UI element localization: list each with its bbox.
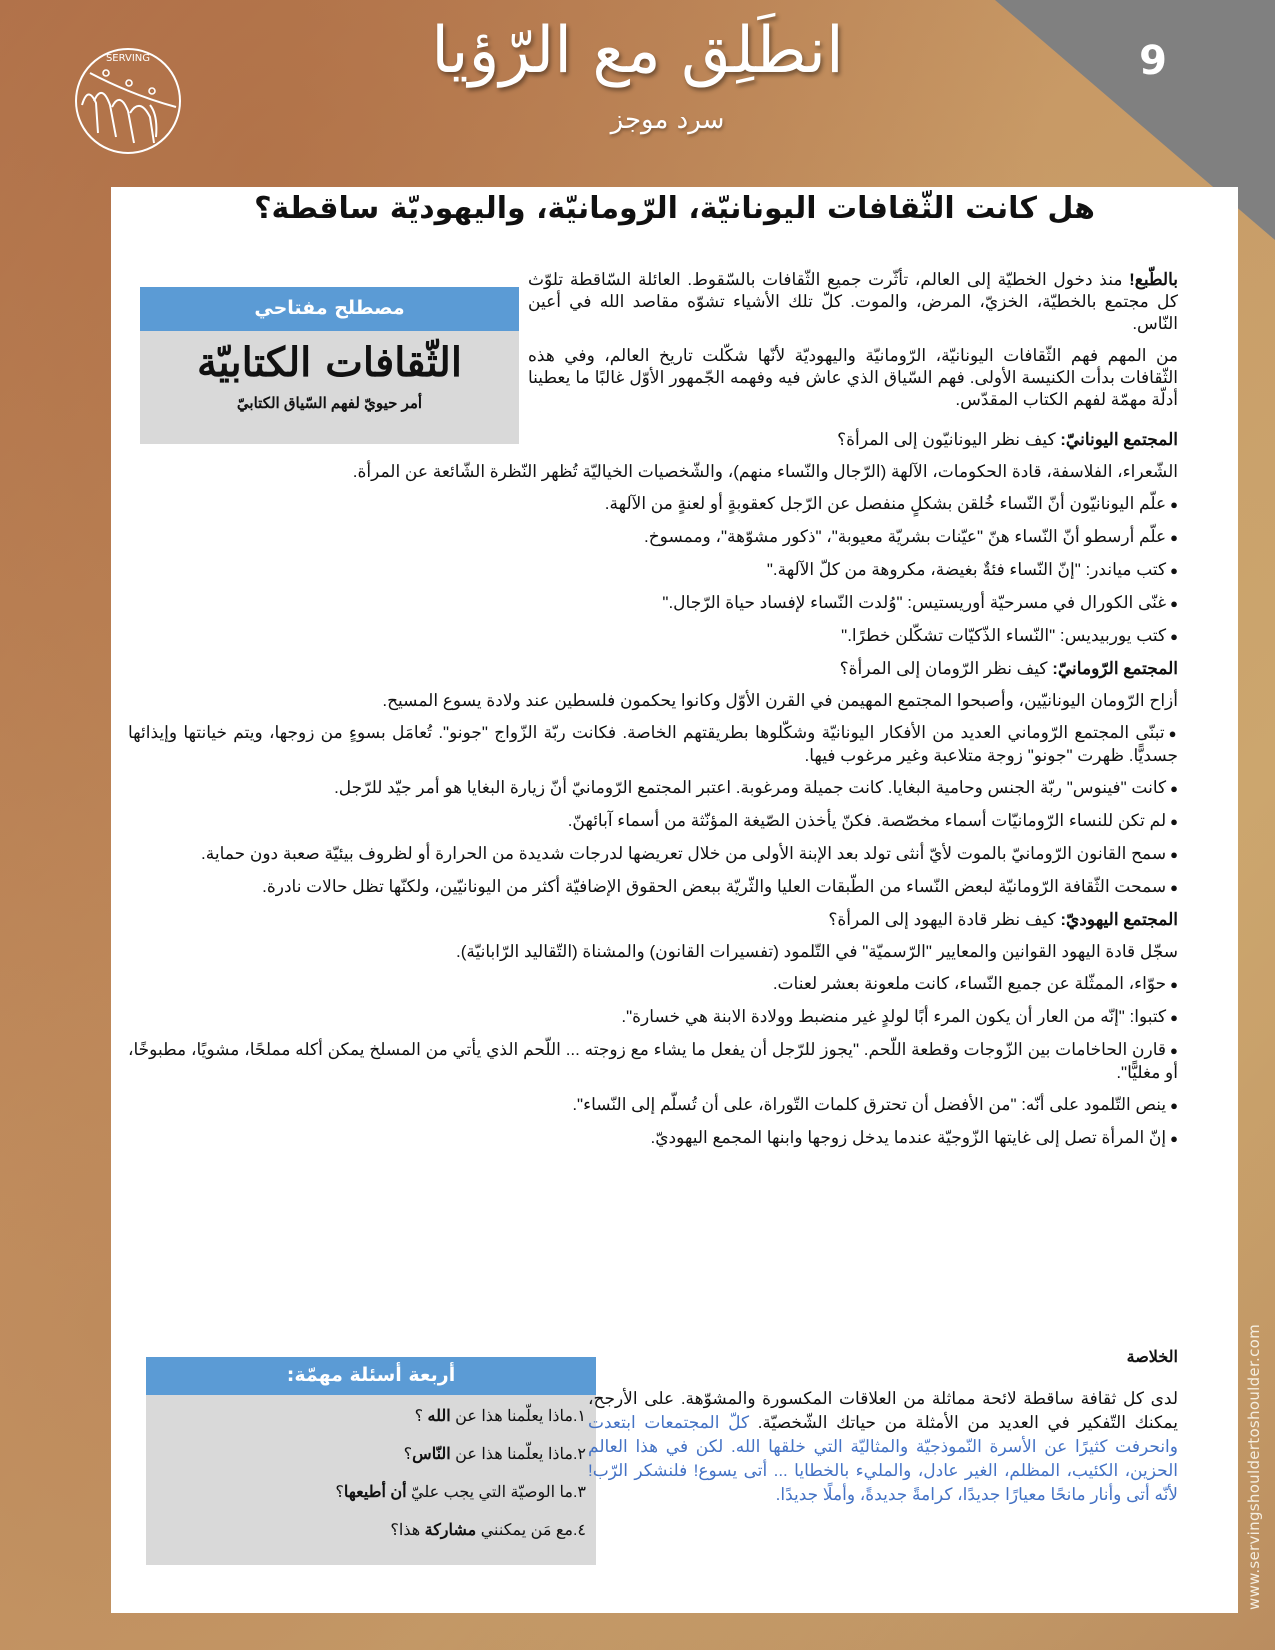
section-lead: أزاح الرّومان اليونانيّين، وأصبحوا المجتمع المهيمن في القرن الأوّل وكانوا يحكمون فلسطين عند ولادة يسوع المسيح. [382, 691, 1178, 710]
conclusion-text-blue: كلّ المجتمعات ابتعدت وانحرفت كثيرًا عن الأسرة النّموذجيّة والمثاليّة التي خلقها الله. لكن في هذا العالم الحزين، الكئيب، المظلم، الغير عادل، والمليء بالخطايا ... أتى يسوع! فلنشكر الرّب! لأنّه أتى وأنار مانحًا معيارًا جديدًا، كرامةً جديدةً، وأملًا جديدًا. [588, 1413, 1178, 1504]
section-heading-bold: المجتمع اليهوديّ: [1060, 910, 1178, 929]
list-item: ● قارن الحاخامات بين الزّوجات وقطعة اللّحم. "يجوز للرّجل أن يفعل ما يشاء مع زوجته ... اللّحم الذي يأتي من المسلخ يمكن أكله مملحًا، مشويًا، مطبوخًا، أو مغليًّا". [128, 1039, 1178, 1084]
intro-emphasis: بالطّبع! [1129, 270, 1178, 289]
bullet-list [128, 493, 1178, 648]
question-text: ١.ماذا يعلّمنا هذا عن [450, 1408, 586, 1425]
questions-heading: أربعة أسئلة مهمّة: [146, 1357, 596, 1395]
question-emphasis: النّاس [412, 1446, 451, 1463]
question-item [146, 1437, 586, 1475]
list-item: ● سمح القانون الرّومانيّ بالموت لأيّ أنثى تولد بعد الإبنة الأولى من خلال تعريضها لدرجات شديدة من الحرارة أو لظروف بيئيّة صعبة دون حماية. [128, 843, 1178, 866]
bullet-list [128, 722, 1178, 899]
conclusion-text-black: لدى كل ثقافة ساقطة لائحة مماثلة من العلاقات المكسورة والمشوّهة. على الأرجح، يمكنك التّفكير في العديد من الأمثلة من حياتك الشّخصيّة. [588, 1389, 1178, 1432]
section-heading [128, 658, 1178, 680]
question-emphasis: أن أطيعها [343, 1484, 407, 1501]
list-item: ● إنّ المرأة تصل إلى غايتها الزّوجيّة عندما يدخل زوجها وابنها المجمع اليهوديّ. [128, 1127, 1178, 1150]
question-suffix: ؟ [335, 1484, 344, 1501]
section-greek [128, 429, 1178, 648]
questions-list [146, 1395, 596, 1551]
key-term-heading: مصطلح مفتاحي [140, 287, 519, 331]
intro [528, 269, 1178, 421]
conclusion-text [588, 1387, 1178, 1507]
intro-p1-text: منذ دخول الخطيّة إلى العالم، تأثّرت جميع الثّقافات بالسّقوط. العائلة السّاقطة تلوّث كل مجتمع بالخطيّة، الخزيّ، المرض، والموت. كلّ تلك الأشياء تشوّه مقاصد الله في أعين النّاس. [528, 270, 1178, 333]
page-title: هل كانت الثّقافات اليونانيّة، الرّومانيّة، واليهوديّة ساقطة؟ [254, 191, 1095, 226]
list-item: ● لم تكن للنساء الرّومانيّات أسماء مخصّصة. فكنّ يأخذن الصّيغة المؤنّثة من أسماء آبائهنّ. [128, 810, 1178, 833]
list-item: ● غنّى الكورال في مسرحيّة أوريستيس: "وُلدت النّساء لإفساد حياة الرّجال." [128, 592, 1178, 615]
header-title: انطَلِق مع الرّؤيا [431, 14, 844, 88]
section-jewish [128, 909, 1178, 1150]
section-heading-text: كيف نظر قادة اليهود إلى المرأة؟ [828, 910, 1061, 929]
bullet-list [128, 973, 1178, 1150]
key-term: الثّقافات الكتابيّة [197, 339, 462, 386]
question-suffix: ؟ [403, 1446, 413, 1463]
section-heading-text: كيف نظر الرّومان إلى المرأة؟ [839, 659, 1053, 678]
conclusion-heading: الخلاصة [1126, 1349, 1178, 1366]
page-number: 9 [1139, 38, 1167, 84]
key-term-subtitle: أمر حيويّ لفهم السّياق الكتابيّ [236, 395, 423, 412]
question-text: ٢.ماذا يعلّمنا هذا عن [450, 1446, 586, 1463]
list-item: ● تبنّى المجتمع الرّوماني العديد من الأفكار اليونانيّة وشكّلوها بطريقتهم الخاصة. فكانت ربّة الزّواج "جونو". تُعامَل بسوءٍ من زوجها، ويتم خيانتها وإيذائها جسديًّا. ظهرت "جونو" زوجة متلاعبة وغير مرغوب فيها. [128, 722, 1178, 767]
list-item: ● ينص التّلمود على أنّه: "من الأفضل أن تحترق كلمات التّوراة، على أن تُسلّم إلى النّساء". [128, 1094, 1178, 1117]
question-item [146, 1399, 586, 1437]
question-text: ٤.مع مَن يمكنني [476, 1522, 586, 1539]
list-item: ● كتب يوربيديس: "النّساء الذّكيّات تشكّلن خطرًا." [128, 625, 1178, 648]
content-panel [111, 187, 1238, 1613]
question-item [146, 1475, 586, 1513]
question-item [146, 1513, 586, 1551]
question-suffix: ؟ [414, 1408, 428, 1425]
sections [128, 425, 1178, 1160]
key-term-box [140, 287, 519, 444]
section-heading [128, 429, 1178, 451]
logo-text: SERVING [105, 53, 151, 64]
question-emphasis: مشاركة [424, 1522, 477, 1539]
section-heading-bold: المجتمع اليونانيّ: [1060, 430, 1178, 449]
website-url[interactable]: www.servingshouldertoshoulder.com [1245, 1323, 1263, 1610]
list-item: ● سمحت الثّقافة الرّومانيّة لبعض النّساء من الطّبقات العليا والثّريّة ببعض الحقوق الإضافيّة أكثر من اليونانيّين، ولكنّها تظل حالات نادرة. [128, 876, 1178, 899]
section-lead: الشّعراء، الفلاسفة، قادة الحكومات، الآلهة (الرّجال والنّساء منهم)، والشّخصيات الخياليّة تُظهر النّظرة الشّائعة عن المرأة. [352, 462, 1178, 481]
question-suffix: هذا؟ [390, 1522, 425, 1539]
section-roman [128, 658, 1178, 899]
question-emphasis: الله [427, 1408, 451, 1425]
list-item: ● علّم أرسطو أنّ النّساء هنّ "عيّنات بشريّة معيوبة"، "ذكور مشوّهة"، وممسوخ. [128, 526, 1178, 549]
list-item: ● كتب مياندر: "إنّ النّساء فئةٌ بغيضة، مكروهة من كلّ الآلهة." [128, 559, 1178, 582]
questions-box [146, 1357, 596, 1565]
header-subtitle: سرد موجز [610, 105, 725, 135]
intro-paragraph-1 [528, 269, 1178, 335]
list-item: ● كتبوا: "إنّه من العار أن يكون المرء أبًا لولدٍ غير منضبط وولادة الابنة هي خسارة". [128, 1006, 1178, 1029]
list-item: ● علّم اليونانيّون أنّ النّساء خُلقن بشكلٍ منفصل عن الرّجل كعقوبةٍ أو لعنةٍ من الآلهة. [128, 493, 1178, 516]
list-item: ● حوّاء، الممثّلة عن جميع النّساء، كانت ملعونة بعشر لعنات. [128, 973, 1178, 996]
list-item: ● كانت "فينوس" ربّة الجنس وحامية البغايا. كانت جميلة ومرغوبة. اعتبر المجتمع الرّومانيّ أنّ زيارة البغايا هو أمر جيّد للرّجل. [128, 777, 1178, 800]
section-heading-text: كيف نظر اليونانيّون إلى المرأة؟ [837, 430, 1061, 449]
section-lead: سجّل قادة اليهود القوانين والمعايير "الرّسميّة" في التّلمود (تفسيرات القانون) والمشناة (التّقاليد الرّابانيّة). [456, 942, 1178, 961]
section-heading [128, 909, 1178, 931]
question-text: ٣.ما الوصيّة التي يجب عليّ [406, 1484, 586, 1501]
intro-paragraph-2: من المهم فهم الثّقافات اليونانيّة، الرّومانيّة واليهوديّة لأنّها شكّلت تاريخ العالم، وفي هذه الثّقافات بدأت الكنيسة الأولى. فهم السّياق الذي عاش فيه وفهمه الجّمهور الأوّل غالبًا ما يعطينا أدلّة مهمّة لفهم الكتاب المقدّس. [528, 346, 1178, 409]
section-heading-bold: المجتمع الرّومانيّ: [1052, 659, 1178, 678]
